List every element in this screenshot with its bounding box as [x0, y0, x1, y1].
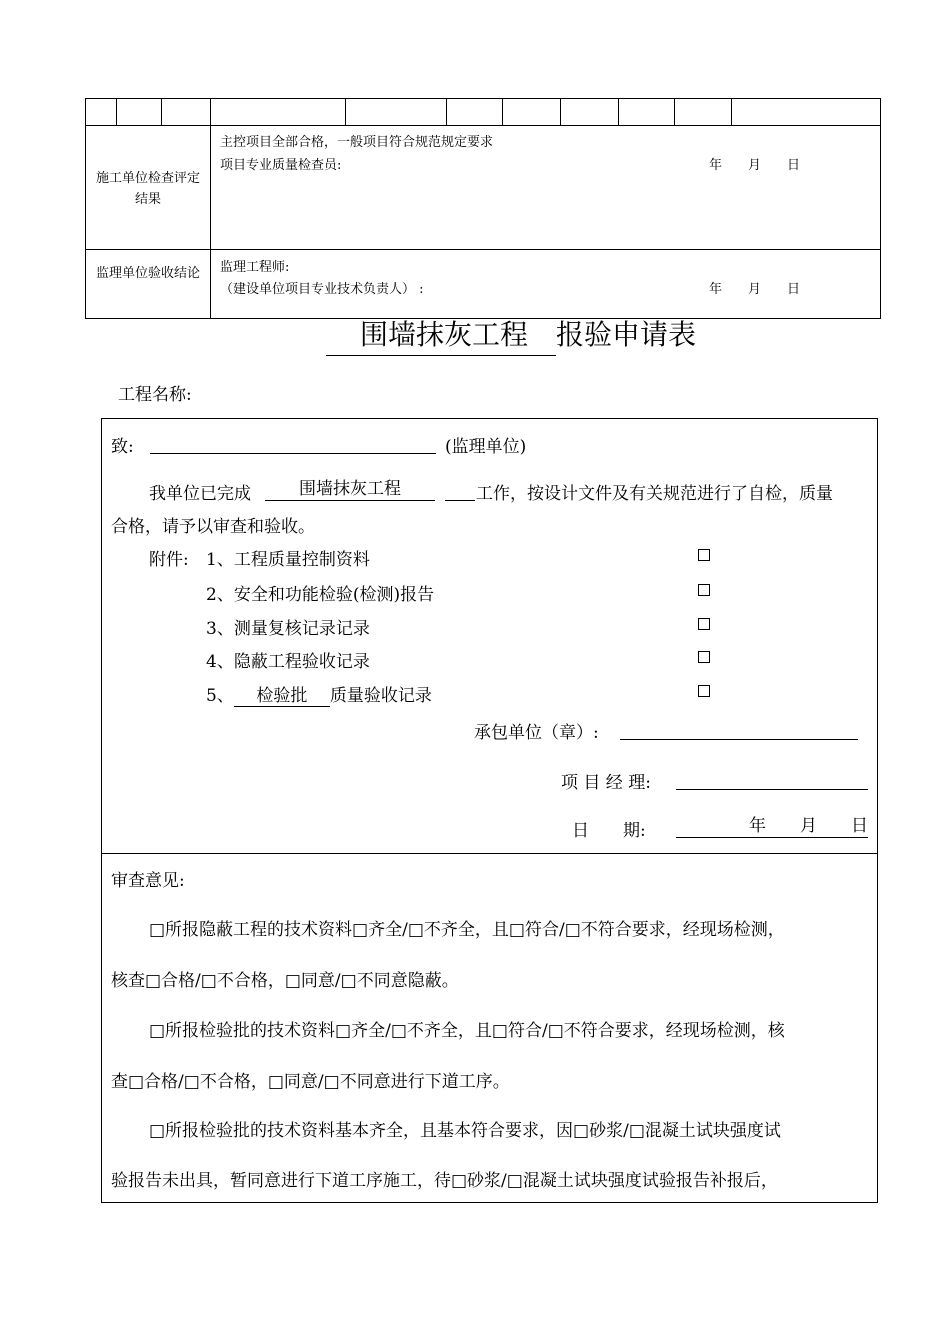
review-label: 审查意见:: [111, 871, 185, 891]
review-line: 查□合格/□不合格，□同意/□不同意进行下道工序。: [111, 1072, 510, 1092]
review-line: □所报隐蔽工程的技术资料□齐全/□不齐全，且□符合/□不符合要求，经现场检测，: [149, 920, 785, 940]
intro-suffix: 工作，按设计文件及有关规范进行了自检，质量: [476, 484, 833, 504]
attachment-item: 2、安全和功能检验(检测)报告: [206, 585, 435, 605]
attachment-item: 1、工程质量控制资料: [206, 550, 370, 570]
to-label: 致:: [111, 437, 134, 457]
supervision-line1: 监理工程师:: [220, 260, 290, 275]
project-name-label: 工程名称:: [118, 385, 192, 405]
acceptance-table: [85, 98, 881, 319]
project-manager-label: 项 目 经 理:: [561, 773, 651, 793]
attach-label: 附件:: [149, 550, 189, 570]
contractor-eval-date: 年 月 日: [709, 158, 801, 173]
project-manager-field[interactable]: [676, 769, 868, 790]
title-suffix: 报验申请表: [556, 318, 697, 351]
intro-blank-field[interactable]: [445, 479, 475, 501]
attachment-item: 3、测量复核记录记录: [206, 619, 370, 639]
attachment-checkbox[interactable]: [698, 651, 710, 663]
to-suffix: (监理单位): [445, 437, 527, 457]
contractor-seal-label: 承包单位（章）:: [474, 723, 599, 743]
contractor-eval-line1: 主控项目全部合格，一般项目符合规范规定要求: [220, 135, 494, 150]
contractor-eval-line2: 项目专业质量检查员:: [220, 158, 342, 173]
attach5-fill-field[interactable]: 检验批: [234, 681, 330, 707]
review-line: 验报告未出具，暂同意进行下道工序施工，待□砂浆/□混凝土试块强度试验报告补报后，: [111, 1171, 778, 1191]
attachment-checkbox[interactable]: [698, 685, 710, 697]
review-line: □所报检验批的技术资料□齐全/□不齐全，且□符合/□不符合要求，经现场检测，核: [149, 1021, 785, 1041]
to-unit-field[interactable]: [150, 433, 436, 454]
date-field[interactable]: 年 月 日: [676, 816, 868, 838]
contractor-eval-label: 施工单位检查评定结果: [95, 171, 200, 207]
review-line: □所报检验批的技术资料基本齐全，且基本符合要求，因□砂浆/□混凝土试块强度试: [149, 1121, 781, 1141]
page-title: [326, 318, 696, 356]
attach5-suffix: 质量验收记录: [329, 686, 432, 706]
supervision-line2: （建设单位项目专业技术负责人） :: [220, 282, 424, 297]
review-line: 核查□合格/□不合格，□同意/□不同意隐蔽。: [111, 971, 459, 991]
attachment-item: 4、隐蔽工程验收记录: [206, 652, 370, 672]
intro-project-field[interactable]: 围墙抹灰工程: [265, 479, 435, 501]
attachment-checkbox[interactable]: [698, 618, 710, 630]
date-label: 日 期:: [572, 821, 646, 841]
supervision-conclusion-label: 监理单位验收结论: [95, 266, 200, 281]
contractor-seal-field[interactable]: [620, 719, 858, 740]
attachment-checkbox[interactable]: [698, 549, 710, 561]
attachment-checkbox[interactable]: [698, 584, 710, 596]
title-project: 围墙抹灰工程: [326, 318, 556, 356]
attach5-prefix: 5、: [206, 686, 234, 706]
intro-prefix: 我单位已完成: [149, 484, 251, 504]
supervision-date: 年 月 日: [709, 282, 801, 297]
intro-line2: 合格，请予以审查和验收。: [111, 517, 315, 537]
request-form: [101, 418, 878, 1203]
